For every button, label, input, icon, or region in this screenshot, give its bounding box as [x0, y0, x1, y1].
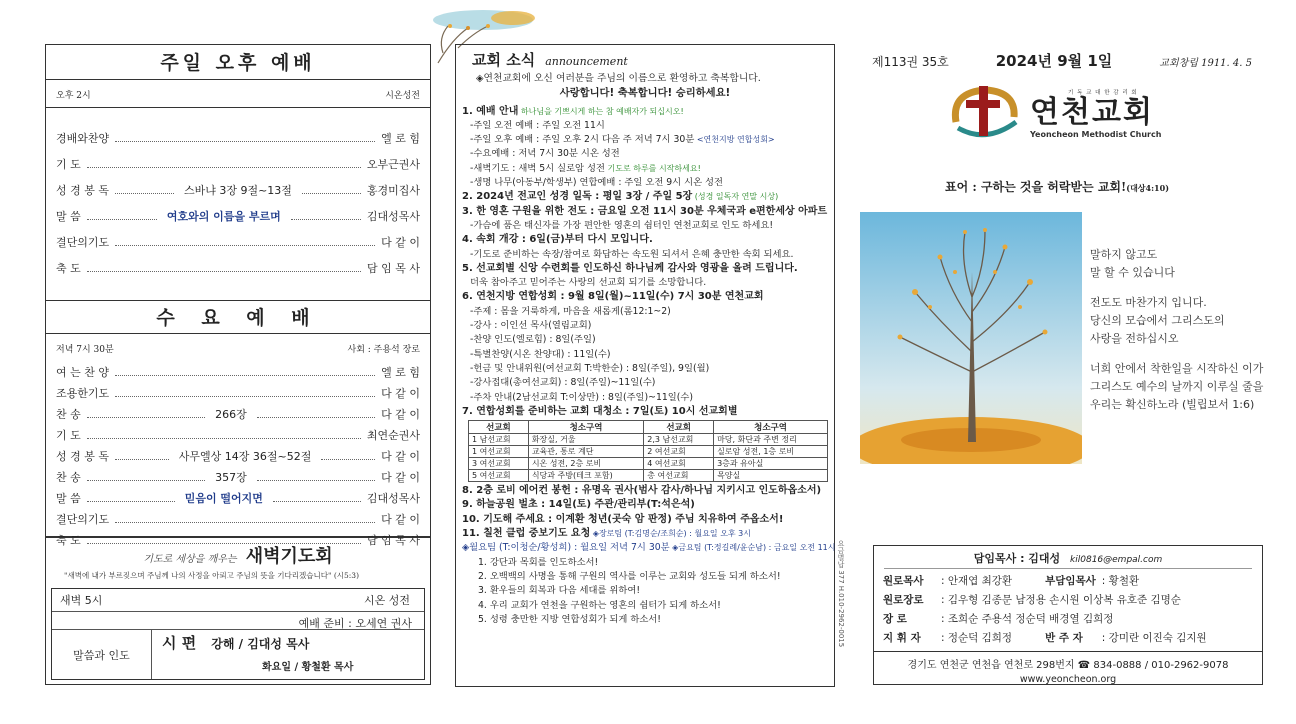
order-leader: 다 같 이	[381, 450, 420, 463]
table-cell: 총 여선교회	[644, 470, 714, 482]
order-item: 축 도	[56, 262, 81, 275]
order-item: 말 씀	[56, 210, 81, 223]
table-cell: 3층과 유아실	[714, 458, 828, 470]
news-subtitle: announcement	[545, 55, 628, 68]
dawn-book: 시 편	[162, 634, 197, 652]
table-cell: 1 여선교회	[469, 446, 529, 458]
news-title: 교회 소식	[472, 51, 536, 69]
wednesday-service-box	[45, 300, 431, 547]
founded-date: 교회창립 1911. 4. 5	[1159, 58, 1252, 69]
news-line: -새벽기도 : 새벽 5시 실로암 성전 기도로 하루를 시작하세요!	[470, 162, 701, 174]
order-item: 결단의기도	[56, 236, 110, 249]
news-line: -강사접대(총여선교회) : 8일(주일)~11일(수)	[470, 377, 656, 389]
order-leader: 다 같 이	[381, 513, 420, 526]
news-line: -찬양 인도(엘로힘) : 8일(주일)	[470, 334, 596, 346]
staff-cell: : 정순덕 김희정	[941, 632, 1013, 644]
order-row	[56, 422, 420, 443]
order-item: 찬 송	[56, 471, 81, 484]
staff-row	[880, 571, 1210, 590]
news-line: -헌금 및 안내위원(여선교회 T:박한순) : 8일(주일), 9일(월)	[470, 362, 710, 374]
news-line: 8. 2층 로비 에어컨 봉헌 : 유명옥 권사(범사 감사/하나님 지키시고 인도하옵소서)	[462, 485, 822, 497]
table-cell: 3 여선교회	[469, 458, 529, 470]
order-row	[56, 485, 420, 506]
staff-cell: : 안재엽 최강환	[941, 575, 1013, 587]
order-item: 경배와찬양	[56, 132, 110, 145]
news-line: -특별찬양(시온 찬양대) : 11일(수)	[470, 348, 611, 360]
table-header: 선교회	[644, 421, 714, 434]
order-row	[56, 443, 420, 464]
order-leader: 엘 로 힘	[381, 132, 420, 145]
news-line: 11. 칠천 클럽 중보기도 요청 ◈장로팀 (T:김명순/조희순) : 월요일 오후 3시	[462, 528, 752, 540]
logo-small-text: 기 독 교 대 한 감 리 회	[1068, 90, 1138, 96]
sunday-service-box	[45, 44, 431, 301]
table-row	[469, 446, 828, 458]
order-detail: 357장	[215, 471, 247, 484]
table-cell: 시온 성전, 2층 로비	[528, 458, 643, 470]
news-welcome-1: ◈연천교회에 오신 여러분을 주님의 이름으로 환영하고 축복합니다.	[476, 73, 761, 84]
dawn-prefix: 기도로 세상을 깨우는	[143, 554, 237, 565]
order-item: 축 도	[56, 534, 81, 547]
news-line: -강사 : 이인선 목사(열림교회)	[470, 320, 592, 332]
sunday-time: 오후 2시	[56, 91, 91, 101]
table-row	[469, 434, 828, 446]
wednesday-title: 수 요 예 배	[46, 301, 430, 334]
staff-cell: : 김우형 김종문 남정용 손시원 이상복 유호준 김명순	[941, 594, 1181, 606]
news-line: 7. 연합성회를 준비하는 교회 대청소 : 7일(토) 10시 선교회별	[462, 405, 738, 417]
news-line: -기도로 준비하는 속장/참여로 화답하는 속도원 되셔서 은혜 충만한 속회 되세요.	[470, 248, 794, 260]
sunday-host: 시온성전	[385, 91, 420, 101]
verse-line-1: 너희 안에서 착한일을 시작하신 이가	[1090, 362, 1264, 375]
order-row	[56, 380, 420, 401]
order-leader: 다 같 이	[381, 408, 420, 421]
verse-line-3: 우리는 확신하노라 (빌립보서 1:6)	[1090, 398, 1255, 411]
staff-box	[873, 545, 1263, 685]
news-line: 4. 속회 개강 : 6일(금)부터 다시 모입니다.	[462, 234, 653, 246]
news-box	[455, 44, 835, 687]
staff-cell: : 강미란 이진숙 김지원	[1101, 632, 1207, 644]
news-line: -주일 오후 예배 : 주일 오후 2시 다음 주 저녁 7시 30분 <연천지방 연합성회>	[470, 134, 775, 146]
news-line: 3. 환우들의 회복과 다음 세대를 위하여!	[478, 585, 641, 597]
table-header: 청소구역	[528, 421, 643, 434]
news-line: -생명 나무(아동부/학생부) 연합예배 : 주일 오전 9시 시온 성전	[470, 177, 723, 189]
wednesday-order	[46, 357, 430, 548]
dawn-title: 새벽기도회	[245, 546, 333, 567]
logo-church-name: 연천교회	[1030, 95, 1154, 130]
order-item: 찬 송	[56, 408, 81, 421]
order-item: 말 씀	[56, 492, 81, 505]
news-line: 3. 한 영혼 구원을 위한 전도 : 금요일 오전 11시 30분 우체국과 e편한세상 아파트	[462, 205, 828, 217]
staff-cell: : 조희순 주용석 정순덕 배경열 김희정	[941, 613, 1114, 625]
order-row	[56, 250, 420, 276]
order-leader: 오부근권사	[366, 158, 420, 171]
order-leader: 다 같 이	[381, 236, 420, 249]
dawn-mon-lead: 강해 / 김대성 목사	[211, 637, 310, 651]
order-leader: 최연순권사	[366, 429, 420, 442]
dawn-verse: "새벽에 내가 부르짖으며 주님께 나의 사정을 아뢰고 주님의 뜻을 기다리겠습니다" (시5:3)	[64, 571, 359, 580]
autumn-tree-image	[860, 212, 1082, 464]
poem-line-3: 전도도 마찬가지 입니다.	[1090, 296, 1207, 309]
order-row	[56, 198, 420, 224]
table-cell: 교육관, 통로 계단	[528, 446, 643, 458]
staff-row	[880, 590, 1210, 609]
cleaning-table	[468, 420, 828, 482]
poem-line-4: 당신의 모습에서 그리스도의	[1090, 314, 1225, 327]
news-line: -주일 오전 예배 : 주일 오전 11시	[470, 119, 605, 131]
order-leader: 김대성목사	[366, 210, 420, 223]
church-website[interactable]: www.yeoncheon.org	[1019, 674, 1117, 685]
news-line: 4. 우리 교회가 연천을 구원하는 영혼의 쉼터가 되게 하소서!	[478, 599, 721, 611]
order-detail: 믿음이 떨어지면	[184, 492, 263, 505]
order-item: 기 도	[56, 429, 81, 442]
staff-cell: 원로목사	[883, 575, 924, 587]
order-detail: 스바냐 3장 9절~13절	[183, 184, 292, 197]
poem-line-5: 사랑을 전하십시오	[1090, 332, 1179, 345]
order-row	[56, 120, 420, 146]
news-line: 더욱 참아주고 믿어주는 사랑의 선교회 되기를 소망합니다.	[470, 277, 707, 289]
order-leader: 담 임 목 사	[367, 534, 420, 547]
news-line: 1. 예배 안내 하나님을 기쁘시게 하는 참 예배자가 되십시오!	[462, 105, 684, 117]
wednesday-time: 저녁 7시 30분	[56, 345, 114, 355]
church-logo-icon	[946, 82, 1026, 148]
news-line: 5. 성령 충만한 지방 연합성회가 되게 하소서!	[478, 613, 662, 625]
order-item: 결단의기도	[56, 513, 110, 526]
staff-cell: 원로장로	[883, 594, 924, 606]
order-leader: 담 임 목 사	[367, 262, 420, 275]
news-line: 1. 강단과 목회를 인도하소서!	[478, 556, 599, 568]
staff-row	[880, 609, 1210, 628]
order-leader: 엘 로 힘	[381, 366, 420, 379]
motto-reference: (대상4:10)	[1126, 183, 1169, 193]
order-row	[56, 401, 420, 422]
news-line: -수요예배 : 저녁 7시 30분 시온 성전	[470, 148, 620, 160]
news-line: 2. 오백백의 사명을 통해 구원의 역사를 이루는 교회와 성도들 되게 하소서!	[478, 570, 781, 582]
church-address: 경기도 연천군 연천읍 연천로 298번지 ☎ 834-0888 / 010-2962-9078	[907, 660, 1229, 671]
senior-email[interactable]: kil0816@empal.com	[1070, 555, 1163, 565]
table-cell: 화장실, 거울	[528, 434, 643, 446]
news-line: 2. 2024년 전교인 성경 일독 : 평일 3장 / 주일 5장 (성경 일독자 연말 시상)	[462, 191, 779, 203]
order-row	[56, 146, 420, 172]
order-leader: 다 같 이	[381, 387, 420, 400]
news-line: -가슴에 품은 태신자를 가장 편안한 영혼의 쉼터인 연천교회로 인도 하세요!	[470, 219, 774, 231]
staff-cell: 반 주 자	[1045, 632, 1083, 644]
staff-cell: 장 로	[883, 613, 907, 625]
table-header: 선교회	[469, 421, 529, 434]
logo-english-name: Yeoncheon Methodist Church	[1030, 130, 1162, 139]
news-line: 5. 선교회별 신앙 수련회를 인도하신 하나님께 감사와 영광을 올려 드립니다.	[462, 262, 798, 274]
news-items	[462, 105, 828, 420]
news-welcome-2: 사랑합니다! 축복합니다! 승리하세요!	[559, 87, 731, 100]
news-line: 6. 연천지방 연합성회 : 9월 8일(월)~11일(수) 7시 30분 연천교회	[462, 291, 764, 303]
table-cell: 2,3 남선교회	[644, 434, 714, 446]
news-line: 9. 하늘공원 벌초 : 14일(토) 주관/관리부(T:석은석)	[462, 499, 695, 511]
table-cell: 실로암 성전, 1층 로비	[714, 446, 828, 458]
senior-pastor: 담임목사 : 김대성	[973, 552, 1061, 565]
news-line: -주차 안내(2남선교회 T:이상만) : 8일(주일)~11일(수)	[470, 391, 694, 403]
dawn-guide-label: 말씀과 인도	[52, 629, 152, 679]
dawn-time: 새벽 5시	[60, 594, 103, 607]
table-row	[469, 458, 828, 470]
table-row	[469, 470, 828, 482]
order-detail: 사무엘상 14장 36절~52절	[178, 450, 312, 463]
table-cell: 5 여선교회	[469, 470, 529, 482]
staff-cell: : 황철환	[1101, 575, 1140, 587]
dawn-place: 시온 성전	[363, 594, 410, 607]
dawn-tue-lead: 화요일 / 황철환 목사	[262, 662, 354, 673]
postal-mark: 요금별납 377 H.010-2962-0015	[837, 540, 845, 648]
order-item: 조용한기도	[56, 387, 110, 400]
order-row	[56, 506, 420, 527]
table-cell: 식당과 주방(테크 포함)	[528, 470, 643, 482]
motto: 표어 : 구하는 것을 허락받는 교회!	[945, 180, 1127, 194]
order-row	[56, 172, 420, 198]
sunday-title: 주일 오후 예배	[46, 45, 430, 80]
order-item: 여 는 찬 양	[56, 366, 109, 379]
staff-cell: 지 휘 자	[883, 632, 921, 644]
table-cell: 목양실	[714, 470, 828, 482]
order-leader: 다 같 이	[381, 471, 420, 484]
order-item: 기 도	[56, 158, 81, 171]
sunday-order	[46, 108, 430, 276]
order-detail: 266장	[215, 408, 247, 421]
order-leader: 김대성목사	[366, 492, 421, 505]
order-row	[56, 464, 420, 485]
order-row	[56, 224, 420, 250]
verse-line-2: 그리스도 예수의 날까지 이루실 줄을	[1090, 380, 1264, 393]
news-line: -주제 : 몸을 거룩하게, 마음을 새롭게(롬12:1~2)	[470, 305, 671, 317]
dawn-prep: 예배 준비 : 오세연 권사	[298, 617, 412, 630]
table-cell: 2 여선교회	[644, 446, 714, 458]
order-leader: 홍경미집사	[366, 184, 421, 197]
issue-date: 2024년 9월 1일	[995, 52, 1113, 70]
wednesday-host: 사회 : 주용석 장로	[347, 345, 420, 355]
order-row	[56, 359, 420, 380]
table-cell: 1 남선교회	[469, 434, 529, 446]
news-line: 10. 기도해 주세요 : 이계환 청년(곳숙 암 판정) 주님 치유하여 주옵소서!	[462, 513, 784, 525]
news-items-2	[462, 484, 836, 627]
order-detail: 여호와의 이름을 부르며	[166, 210, 281, 223]
staff-row	[880, 628, 1210, 647]
volume-number: 제113권 35호	[872, 55, 949, 69]
order-item: 성 경 봉 독	[56, 184, 109, 197]
table-header: 청소구역	[714, 421, 828, 434]
dawn-prayer-box	[45, 537, 431, 685]
poem-line-2: 말 할 수 있습니다	[1090, 266, 1175, 279]
poem-line-1: 말하지 않고도	[1090, 248, 1158, 261]
table-cell: 마당, 화단과 주변 정리	[714, 434, 828, 446]
table-cell: 4 여선교회	[644, 458, 714, 470]
news-line: ◈월요팀 (T:이청순/황성희) : 월요일 저녁 7시 30분 ◈금요팀 (T:정길례/윤순남) : 금요일 오전 11시	[462, 542, 836, 554]
staff-cell: 부담임목사	[1045, 575, 1096, 587]
order-item: 성 경 봉 독	[56, 450, 109, 463]
